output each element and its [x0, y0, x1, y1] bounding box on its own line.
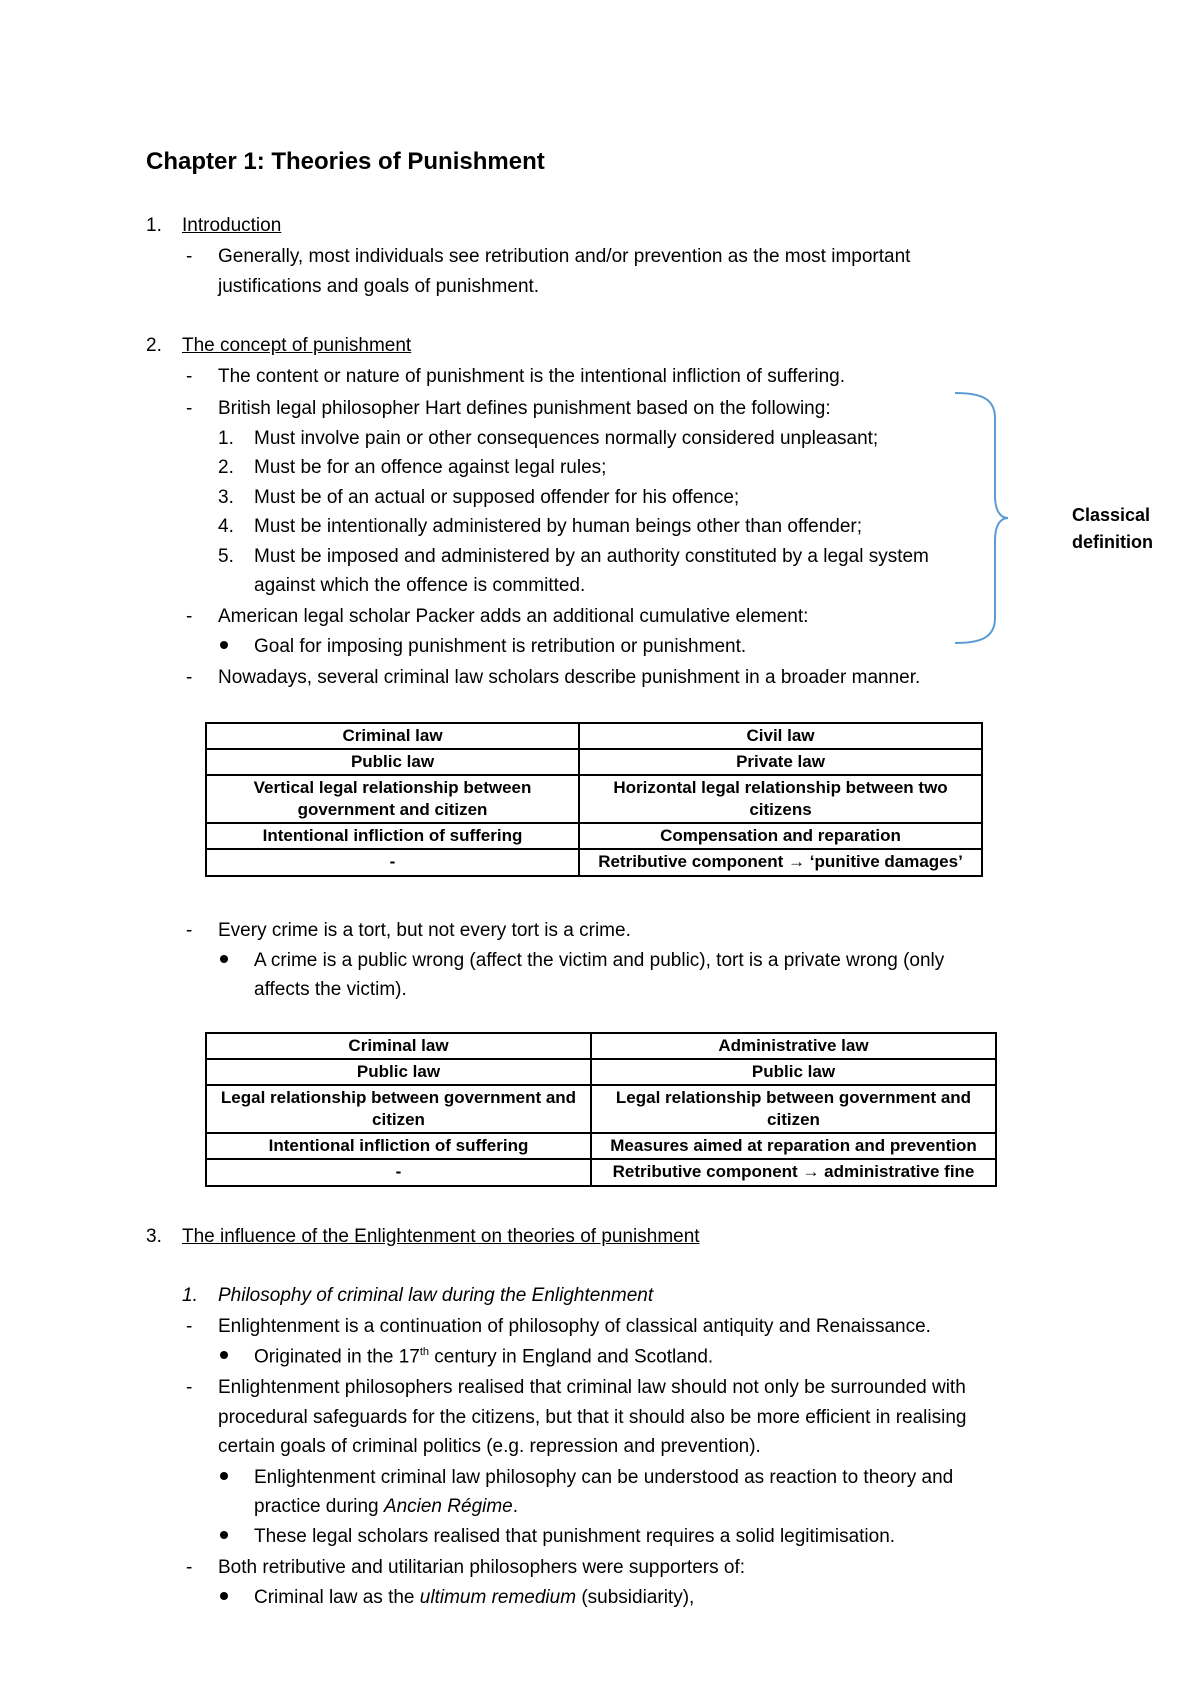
- paragraph-line: Enlightenment philosophers realised that criminal law should not only be surrounded with: [218, 1377, 966, 1398]
- paragraph-line: Enlightenment is a continuation of philosophy of classical antiquity and Renaissance.: [218, 1316, 931, 1337]
- bullet-icon: [220, 1592, 228, 1600]
- bullet-item: A crime is a public wrong (affect the victim and public), tort is a private wrong (only: [254, 950, 945, 971]
- side-note-line: Classical: [1072, 505, 1151, 525]
- table-cell: [579, 775, 982, 823]
- table-row: [206, 1033, 996, 1059]
- table-row: [206, 1059, 996, 1085]
- dash: -: [186, 667, 193, 688]
- section-2-heading: The concept of punishment: [182, 335, 412, 356]
- dash: -: [186, 1557, 193, 1578]
- section-3-heading: The influence of the Enlightenment on theories of punishment: [182, 1226, 700, 1247]
- cell-line: Legal relationship between government and: [220, 1088, 577, 1108]
- bullet-icon: [220, 955, 228, 963]
- bullet-icon: [220, 1472, 228, 1480]
- table-cell: Compensation and reparation: [579, 823, 982, 849]
- table-cell: Retributive component → ‘punitive damages’: [579, 849, 982, 875]
- paragraph-line: Generally, most individuals see retribution and/or prevention as the most important: [218, 246, 911, 267]
- section-1-heading: Introduction: [182, 215, 282, 236]
- bullet-text: (subsidiarity),: [576, 1587, 695, 1608]
- subsection-number: 1.: [182, 1285, 198, 1306]
- paragraph-line: American legal scholar Packer adds an additional cumulative element:: [218, 606, 809, 627]
- list-item: Must be imposed and administered by an authority constituted by a legal system: [254, 546, 929, 567]
- list-number: 3.: [218, 487, 234, 508]
- table-row: [206, 723, 982, 749]
- list-item: Must be of an actual or supposed offender for his offence;: [254, 487, 740, 508]
- list-number: 5.: [218, 546, 234, 567]
- superscript: th: [419, 1346, 430, 1358]
- table-row: [206, 749, 982, 775]
- table-cell: [206, 1085, 591, 1133]
- table-row: [206, 1159, 996, 1185]
- table-cell: Public law: [206, 1059, 591, 1085]
- bullet-text-italic: ultimum remedium: [419, 1587, 577, 1608]
- table-cell: -: [206, 849, 579, 875]
- dash: -: [186, 1316, 193, 1337]
- dash: -: [186, 606, 193, 627]
- paragraph-line: procedural safeguards for the citizens, but that it should also be more efficient in realising: [218, 1407, 967, 1428]
- dash: -: [186, 1377, 193, 1398]
- bullet-text: century in England and Scotland.: [429, 1346, 714, 1368]
- curly-brace-icon: [950, 388, 1010, 648]
- table-cell: Administrative law: [591, 1033, 996, 1059]
- subsection-heading: Philosophy of criminal law during the Enlightenment: [218, 1285, 654, 1306]
- section-2-number: 2.: [146, 335, 162, 356]
- dash: -: [186, 920, 193, 941]
- bullet-text: Originated in the 17: [254, 1346, 420, 1368]
- page-title: Chapter 1: Theories of Punishment: [146, 148, 545, 175]
- cell-line: Horizontal legal relationship between two: [613, 778, 948, 798]
- cell-line: citizen: [767, 1110, 820, 1130]
- paragraph-line: Every crime is a tort, but not every tort is a crime.: [218, 920, 631, 941]
- bullet-item: Goal for imposing punishment is retribution or punishment.: [254, 636, 747, 657]
- paragraph-line: Both retributive and utilitarian philosophers were supporters of:: [218, 1557, 746, 1578]
- table-cell: Civil law: [579, 723, 982, 749]
- table-cell: Private law: [579, 749, 982, 775]
- table-cell: Intentional infliction of suffering: [206, 1133, 591, 1159]
- section-1-number: 1.: [146, 215, 162, 236]
- bullet-icon: [220, 1351, 228, 1359]
- dash: -: [186, 366, 193, 387]
- cell-line: citizens: [749, 800, 812, 820]
- list-number: 1.: [218, 428, 234, 449]
- table-row: [206, 823, 982, 849]
- criminal-vs-administrative-table: [205, 1032, 997, 1187]
- bullet-item-continuation: [254, 1496, 518, 1519]
- table-cell: Public law: [206, 749, 579, 775]
- cell-line: government and citizen: [297, 800, 488, 820]
- table-cell: Intentional infliction of suffering: [206, 823, 579, 849]
- bullet-icon: [220, 1531, 228, 1539]
- list-number: 4.: [218, 516, 234, 537]
- table-cell: [591, 1085, 996, 1133]
- list-item: Must involve pain or other consequences normally considered unpleasant;: [254, 428, 879, 449]
- section-3-number: 3.: [146, 1226, 162, 1247]
- bullet-text: practice during: [254, 1496, 384, 1517]
- table-cell: [206, 775, 579, 823]
- bullet-item: [254, 1587, 694, 1610]
- cell-line: Legal relationship between government and: [615, 1088, 972, 1108]
- table-cell: Retributive component → administrative fine: [591, 1159, 996, 1185]
- bullet-icon: [220, 641, 228, 649]
- bullet-text: Criminal law as the: [254, 1587, 420, 1608]
- bullet-text-italic: Ancien Régime: [383, 1496, 513, 1517]
- table-cell: -: [206, 1159, 591, 1185]
- bullet-item: These legal scholars realised that punishment requires a solid legitimisation.: [254, 1526, 896, 1547]
- table-row: [206, 849, 982, 875]
- dash: -: [186, 246, 193, 267]
- table-row: [206, 1133, 996, 1159]
- cell-line: citizen: [372, 1110, 425, 1130]
- paragraph-line: Nowadays, several criminal law scholars describe punishment in a broader manner.: [218, 667, 921, 688]
- criminal-vs-civil-table: [205, 722, 983, 877]
- bullet-text: .: [512, 1496, 519, 1517]
- list-item: Must be for an offence against legal rules;: [254, 457, 607, 478]
- cell-line: Vertical legal relationship between: [253, 778, 532, 798]
- list-item: Must be intentionally administered by human beings other than offender;: [254, 516, 863, 537]
- bullet-item: Enlightenment criminal law philosophy can be understood as reaction to theory and: [254, 1467, 954, 1488]
- dash: -: [186, 398, 193, 419]
- side-note-line: definition: [1072, 532, 1153, 552]
- paragraph-line: British legal philosopher Hart defines punishment based on the following:: [218, 398, 831, 419]
- list-item-continuation: against which the offence is committed.: [254, 575, 586, 596]
- paragraph-line: certain goals of criminal politics (e.g. repression and prevention).: [218, 1436, 761, 1457]
- table-cell: Public law: [591, 1059, 996, 1085]
- paragraph-line: justifications and goals of punishment.: [218, 276, 540, 297]
- bullet-item-continuation: affects the victim).: [254, 979, 407, 1000]
- bullet-item: [254, 1346, 713, 1369]
- list-number: 2.: [218, 457, 234, 478]
- table-cell: Criminal law: [206, 723, 579, 749]
- table-cell: Measures aimed at reparation and prevention: [591, 1133, 996, 1159]
- paragraph-line: The content or nature of punishment is the intentional infliction of suffering.: [218, 366, 846, 387]
- table-row: [206, 775, 982, 823]
- table-row: [206, 1085, 996, 1133]
- table-cell: Criminal law: [206, 1033, 591, 1059]
